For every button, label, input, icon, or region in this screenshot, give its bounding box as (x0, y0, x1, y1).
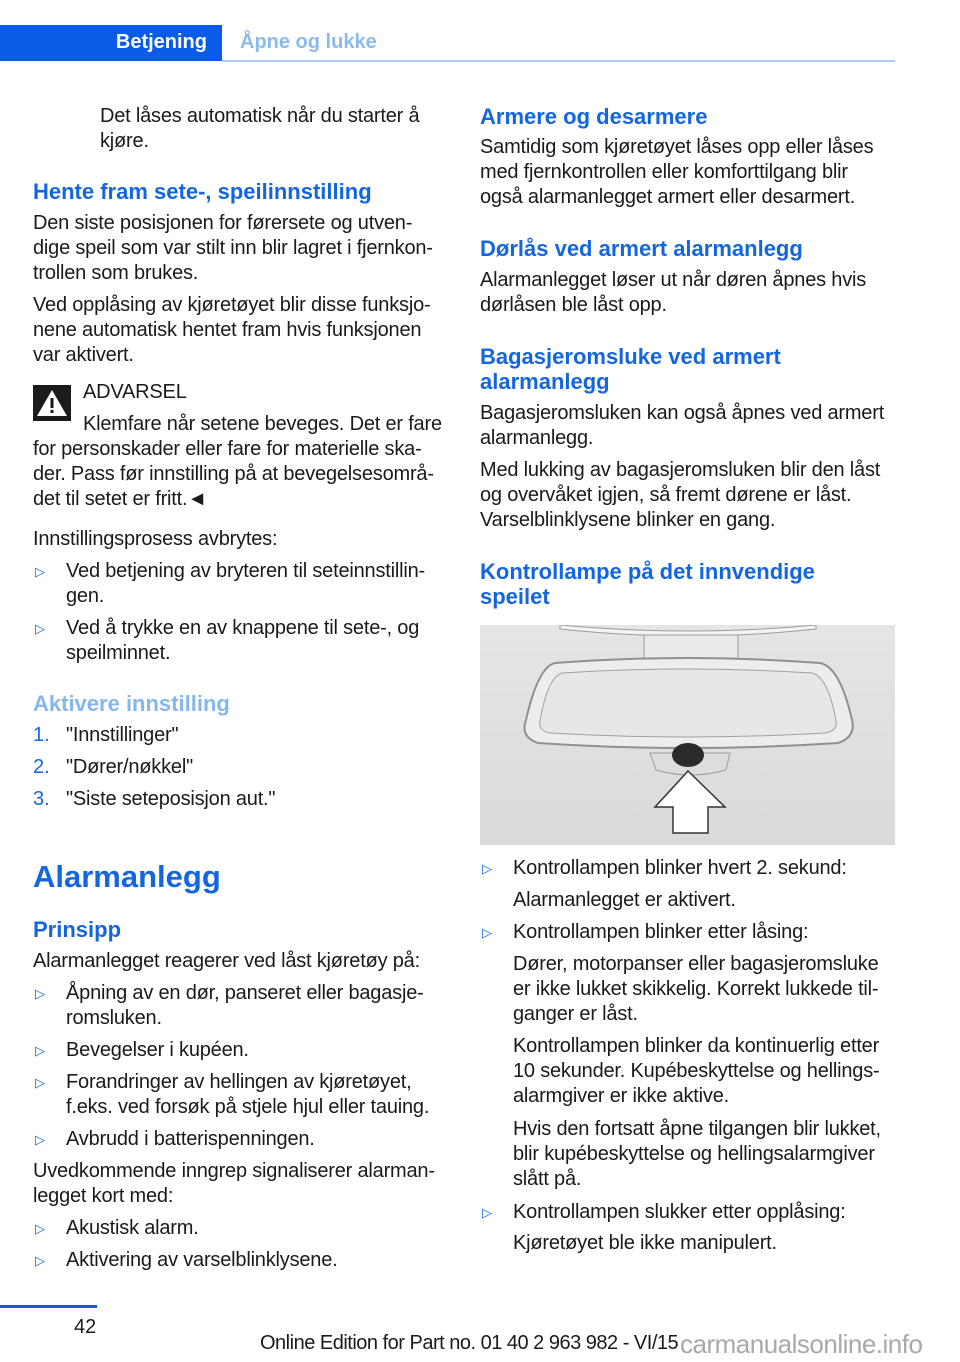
step-number: 2. (33, 756, 50, 778)
paragraph: Alarmanlegget reagerer ved låst kjøretøy på: (33, 950, 420, 972)
bullet-icon: ▷ (35, 1132, 45, 1147)
paragraph: Alarmanlegget løser ut når døren åpnes hvis dørlåsen ble låst opp. (480, 269, 867, 316)
watermark: carmanualsonline.info (680, 1329, 923, 1359)
bullet-icon: ▷ (35, 564, 45, 579)
list-item: Ved å trykke en av knappene til sete-, og speilminnet. (66, 617, 420, 664)
heading-prinsipp: Prinsipp (33, 917, 122, 942)
heading-bagasje: Bagasjeromsluke ved armert alarmanlegg (480, 344, 781, 394)
heading-dorlas: Dørlås ved armert alarmanlegg (480, 236, 803, 261)
list-item: Ved betjening av bryteren til seteinnstillin- gen. (66, 560, 425, 607)
paragraph: Innstillingsprosess avbrytes: (33, 528, 278, 550)
bullet-icon: ▷ (35, 986, 45, 1001)
list-item: Kontrollampen slukker etter opplåsing: (513, 1201, 846, 1223)
list-item-detail: Dører, motorpanser eller bagasjeromsluke er ikke lukket skikkelig. Korrekt lukkede til- ganger er låst. (513, 953, 879, 1025)
paragraph: Med lukking av bagasjeromsluken blir den låst og overvåket igjen, så fremt dørene er låst. Varselblinklysene blinker en gang. (480, 459, 881, 531)
tab-betjening[interactable] (0, 25, 222, 61)
bullet-icon: ▷ (35, 1075, 45, 1090)
list-item: Aktivering av varselblinklysene. (66, 1249, 338, 1271)
list-item-detail: Kontrollampen blinker da kontinuerlig etter 10 sekunder. Kupébeskyttelse og hellings- alarmgiver er ikke aktive. (513, 1035, 880, 1107)
list-item: Kontrollampen blinker etter låsing: (513, 921, 809, 943)
list-item: Åpning av en dør, panseret eller bagasje- romsluken. (66, 982, 424, 1029)
bullet-icon: ▷ (482, 925, 492, 940)
list-item: Forandringer av hellingen av kjøretøyet, f.eks. ved forsøk på stjele hjul eller tauing. (66, 1071, 430, 1118)
header-divider (222, 60, 895, 62)
step-item: "Siste seteposisjon aut." (66, 788, 276, 810)
paragraph: Uvedkommende inngrep signaliserer alarman- legget kort med: (33, 1160, 435, 1207)
step-item: "Dører/nøkkel" (66, 756, 193, 778)
paragraph: Bagasjeromsluken kan også åpnes ved armert alarmanlegg. (480, 402, 885, 449)
paragraph: Ved opplåsing av kjøretøyet blir disse funksjo- nene automatisk hentet fram hvis funksjonen var aktivert. (33, 294, 431, 366)
bullet-icon: ▷ (35, 1221, 45, 1236)
heading-aktivere: Aktivere innstilling (33, 691, 230, 716)
tab-betjening-label: Betjening (115, 31, 207, 53)
tab-apne-og-lukke[interactable]: Åpne og lukke (240, 31, 377, 53)
list-item: Kontrollampen blinker hvert 2. sekund: (513, 857, 847, 879)
list-item: Akustisk alarm. (66, 1217, 199, 1239)
rearview-mirror-illustration (480, 625, 895, 845)
list-item: Avbrudd i batterispenningen. (66, 1128, 315, 1150)
bullet-icon: ▷ (482, 861, 492, 876)
heading-kontroll: Kontrollampe på det innvendige speilet (480, 559, 815, 609)
step-item: "Innstillinger" (66, 724, 179, 746)
list-item-detail: Kjøretøyet ble ikke manipulert. (513, 1232, 777, 1254)
footer-edition: Online Edition for Part no. 01 40 2 963 982 - VI/15 (260, 1332, 679, 1354)
warning-title: ADVARSEL (83, 381, 187, 403)
bullet-icon: ▷ (482, 1205, 492, 1220)
list-item-detail: Hvis den fortsatt åpne tilgangen blir lukket, blir kupébeskyttelse og hellingsalarmgiver slått på. (513, 1118, 881, 1190)
footer-rule (0, 1305, 97, 1308)
step-number: 1. (33, 724, 50, 746)
bullet-icon: ▷ (35, 1043, 45, 1058)
bullet-icon: ▷ (35, 621, 45, 636)
heading-armere: Armere og desarmere (480, 104, 708, 129)
list-item: Bevegelser i kupéen. (66, 1039, 249, 1061)
intro-text: Det låses automatisk når du starter å kjøre. (100, 105, 420, 152)
heading-hente: Hente fram sete-, speilinnstilling (33, 179, 372, 204)
step-number: 3. (33, 788, 50, 810)
bullet-icon: ▷ (35, 1253, 45, 1268)
chapter-title: Alarmanlegg (33, 859, 221, 894)
list-item-detail: Alarmanlegget er aktivert. (513, 889, 736, 911)
page-number: 42 (74, 1316, 97, 1338)
warning-text: for personskader eller fare for materielle ska- der. Pass før innstilling på at bevegelsesområ- det til setet er fritt.◄ (33, 438, 434, 510)
paragraph: Den siste posisjonen for førersete og utven- dige speil som var stilt inn blir lagret i fjernkon- trollen som brukes. (33, 212, 433, 284)
warning-icon (33, 385, 71, 421)
warning-text: Klemfare når setene beveges. Det er fare (83, 413, 442, 435)
paragraph: Samtidig som kjøretøyet låses opp eller låses med fjernkontrollen eller komforttilgang blir også alarmanlegget armert eller desarmert. (480, 136, 874, 208)
